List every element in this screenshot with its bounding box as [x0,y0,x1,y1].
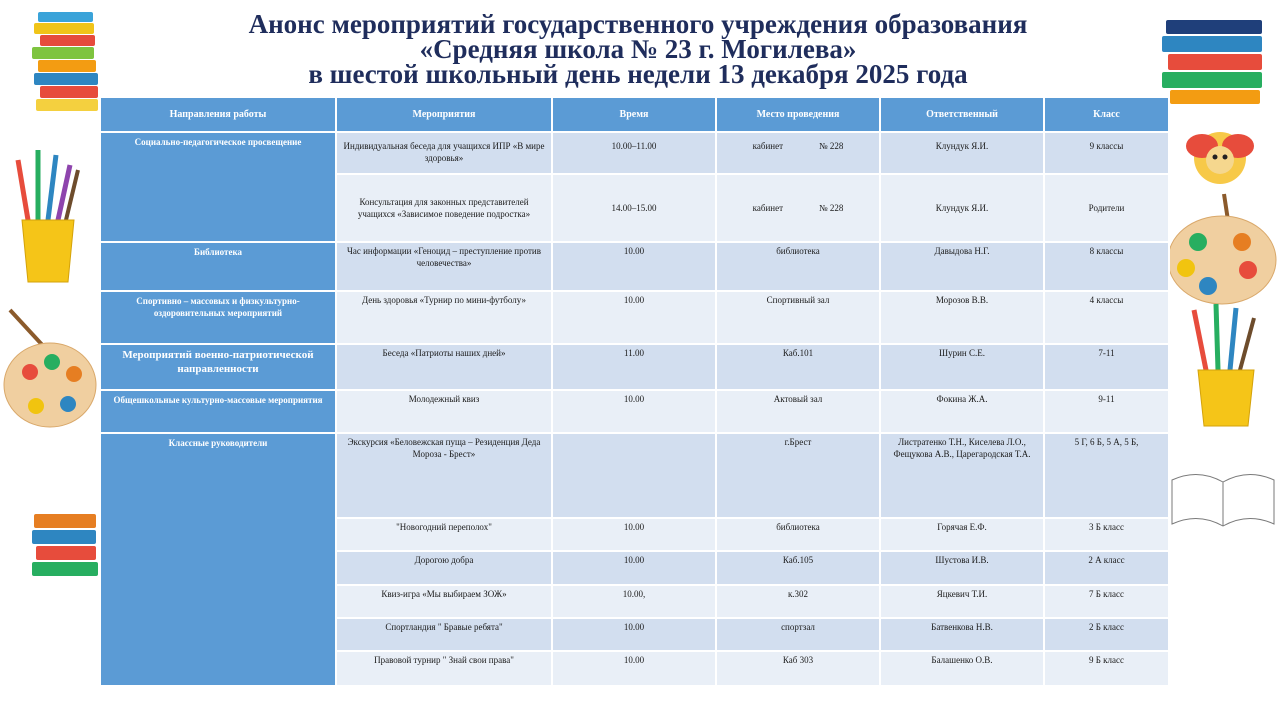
event-cell: Молодежный квиз [336,390,552,433]
place-cell [716,132,880,174]
responsible-cell: Балашенко О.В. [880,651,1044,686]
responsible-cell: Шустова И.В. [880,551,1044,585]
time-cell [552,433,716,518]
place-room-label: кабинет [752,203,784,213]
responsible-cell: Горячая Е.Ф. [880,518,1044,551]
class-cell: 7-11 [1044,344,1169,390]
event-cell: Правовой турнир " Знай свои права" [336,651,552,686]
place-cell: Каб.101 [716,344,880,390]
time-cell: 14.00–15.00 [552,174,716,242]
place-cell: Каб 303 [716,651,880,686]
event-cell: Квиз-игра «Мы выбираем ЗОЖ» [336,585,552,618]
place-cell: библиотека [716,242,880,291]
class-cell: 8 классы [1044,242,1169,291]
time-cell: 10.00 [552,651,716,686]
event-cell: Экскурсия «Беловежская пуща – Резиденция Деда Мороза - Брест» [336,433,552,518]
responsible-cell: Листратенко Т.Н., Киселева Л.О., Фещукова А.В., Царегародская Т.А. [880,433,1044,518]
header-class: Класс [1044,97,1169,132]
table-row [100,291,1169,344]
time-cell: 10.00 [552,291,716,344]
place-cell: Спортивный зал [716,291,880,344]
event-cell: Спортландия " Бравые ребята" [336,618,552,651]
event-cell: Беседа «Патриоты наших дней» [336,344,552,390]
title-line-3: в шестой школьный день недели 13 декабря 2025 года [308,59,968,89]
paint-palette-icon [0,300,100,440]
responsible-cell: Батвенкова Н.В. [880,618,1044,651]
pencil-cup-icon [8,140,88,290]
event-cell: Дорогою добра [336,551,552,585]
direction-cell: Библиотека [100,242,336,291]
event-cell: Час информации «Геноцид – преступление против человечества» [336,242,552,291]
time-cell: 10.00 [552,518,716,551]
class-cell: 9 Б класс [1044,651,1169,686]
header-place: Место проведения [716,97,880,132]
responsible-cell: Клундук Я.И. [880,132,1044,174]
event-cell: "Новогодний переполох" [336,518,552,551]
header-direction: Направления работы [100,97,336,132]
table-row [100,242,1169,291]
place-cell: Каб.105 [716,551,880,585]
responsible-cell: Яцкевич Т.И. [880,585,1044,618]
place-room-number: № 228 [819,203,844,213]
responsible-cell: Давыдова Н.Г. [880,242,1044,291]
title-line-2: «Средняя школа № 23 г. Могилева» [419,34,857,64]
pencil-cup-icon [1186,300,1266,430]
place-cell: спортзал [716,618,880,651]
ladybug-icon [1180,112,1260,192]
class-cell: 2 А класс [1044,551,1169,585]
time-cell: 10.00 [552,551,716,585]
direction-cell: Мероприятий военно-патриотической направленности [100,344,336,390]
time-cell: 11.00 [552,344,716,390]
class-cell: 3 Б класс [1044,518,1169,551]
time-cell: 10.00 [552,618,716,651]
responsible-cell: Шурин С.Е. [880,344,1044,390]
books-stack-icon [1160,14,1270,109]
place-cell [716,174,880,242]
table-row [100,132,1169,174]
place-cell: Актовый зал [716,390,880,433]
time-cell: 10.00, [552,585,716,618]
class-cell: Родители [1044,174,1169,242]
time-cell: 10.00 [552,390,716,433]
class-cell: 4 классы [1044,291,1169,344]
event-cell: Индивидуальная беседа для учащихся ИПР «В мире здоровья» [336,132,552,174]
place-cell: библиотека [716,518,880,551]
books-stack-icon [28,10,108,120]
table-row [100,390,1169,433]
event-cell: Консультация для законных представителей учащихся «Зависимое поведение подростка» [336,174,552,242]
time-cell: 10.00 [552,242,716,291]
paint-palette-icon [1164,190,1280,310]
class-cell: 5 Г, 6 Б, 5 А, 5 Б, [1044,433,1169,518]
page-title [100,9,1176,89]
table-row [100,433,1169,518]
header-event: Мероприятия [336,97,552,132]
schedule-table [99,96,1170,687]
place-room-label: кабинет [752,141,784,151]
responsible-cell: Клундук Я.И. [880,174,1044,242]
direction-cell: Классные руководители [100,433,336,686]
header-responsible: Ответственный [880,97,1044,132]
event-cell: День здоровья «Турнир по мини-футболу» [336,291,552,344]
direction-cell: Социально-педагогическое просвещение [100,132,336,242]
responsible-cell: Фокина Ж.А. [880,390,1044,433]
place-cell: к.302 [716,585,880,618]
direction-cell: Спортивно – массовых и физкультурно-оздоровительных мероприятий [100,291,336,344]
table-row [100,344,1169,390]
direction-cell: Общешкольные культурно-массовые мероприятия [100,390,336,433]
table-header-row [100,97,1169,132]
books-stack-icon [30,510,100,590]
place-cell: г.Брест [716,433,880,518]
title-line-1: Анонс мероприятий государственного учреждения образования [248,9,1028,39]
class-cell: 2 Б класс [1044,618,1169,651]
header-time: Время [552,97,716,132]
place-room-number: № 228 [819,141,844,151]
open-book-icon [1168,460,1278,530]
class-cell: 9 классы [1044,132,1169,174]
class-cell: 9-11 [1044,390,1169,433]
time-cell: 10.00–11.00 [552,132,716,174]
responsible-cell: Морозов В.В. [880,291,1044,344]
class-cell: 7 Б класс [1044,585,1169,618]
